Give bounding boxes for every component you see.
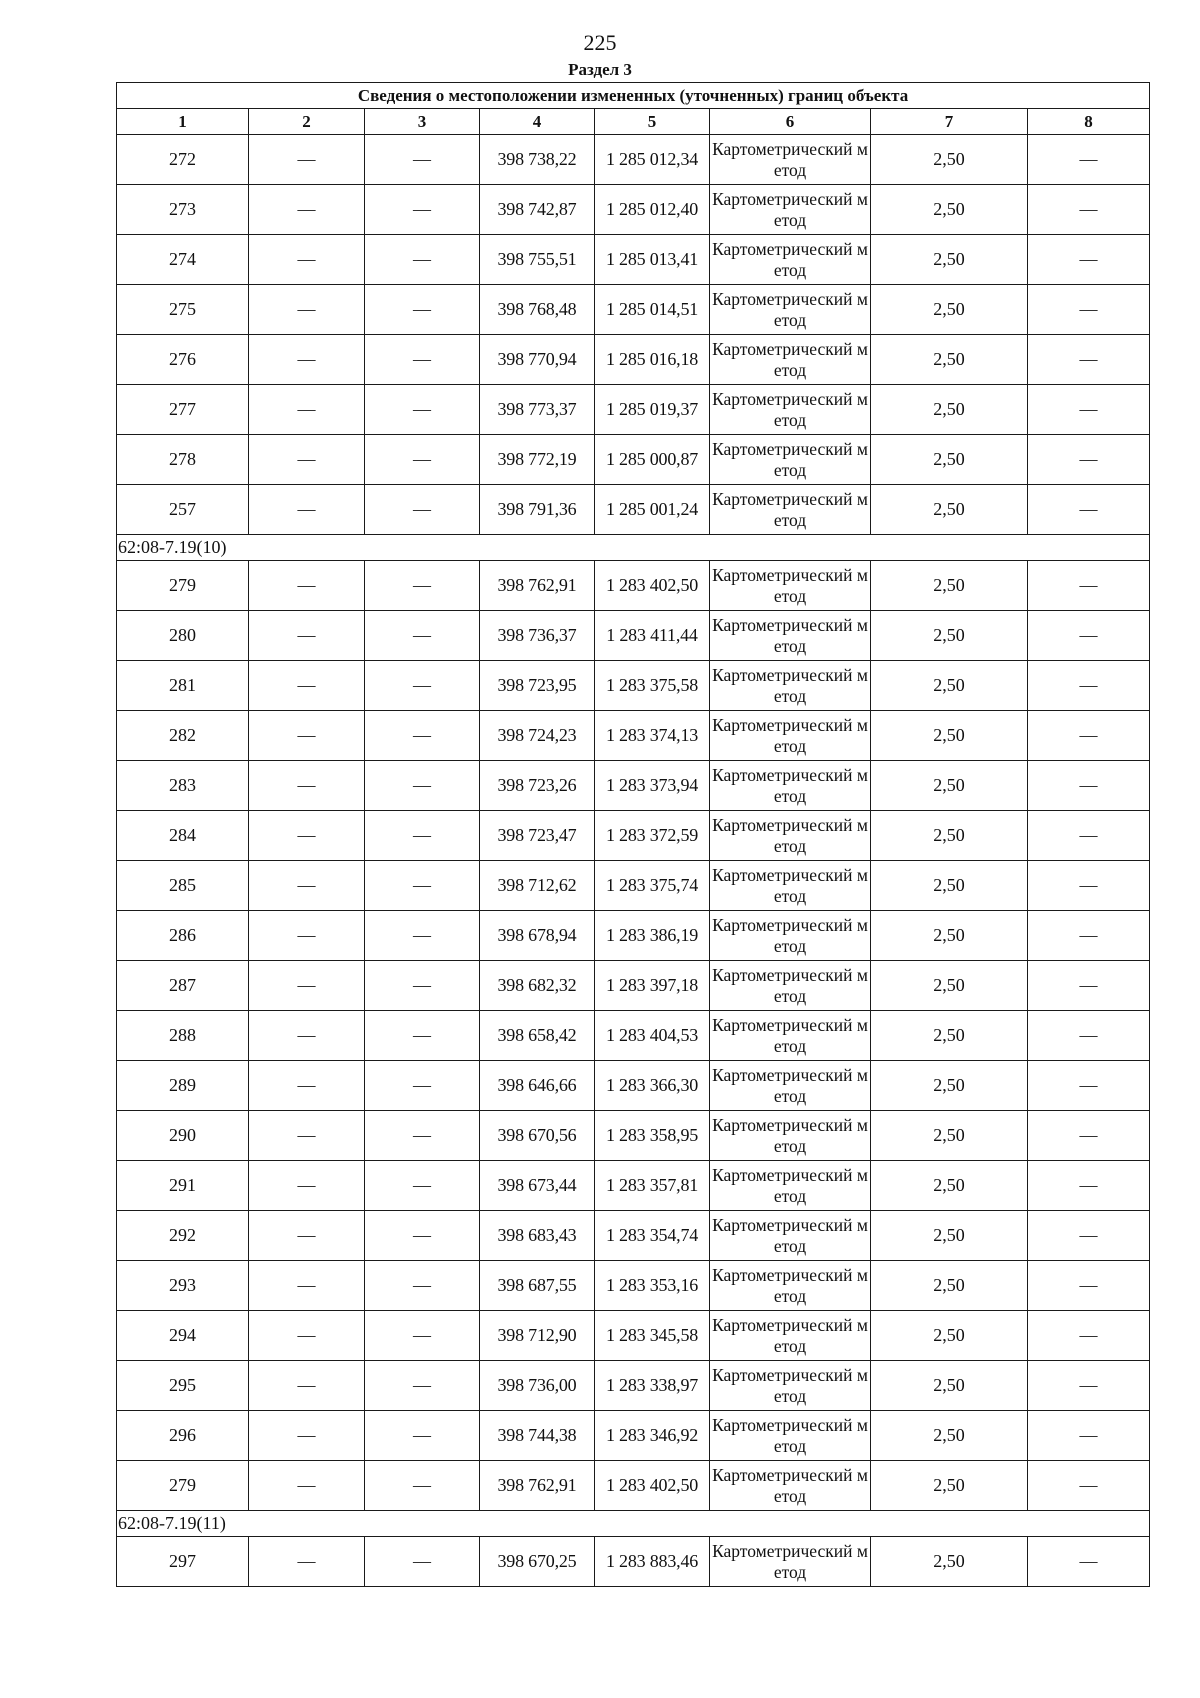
col-2-value: —: [249, 1261, 365, 1311]
method: Картометрический метод: [710, 861, 871, 911]
col-8-value: —: [1028, 135, 1150, 185]
col-3-value: —: [365, 1411, 480, 1461]
method: Картометрический метод: [710, 611, 871, 661]
table-body: [117, 135, 1150, 1587]
method: Картометрический метод: [710, 711, 871, 761]
col-2-value: —: [249, 335, 365, 385]
col-3-value: —: [365, 1311, 480, 1361]
col-3-value: —: [365, 1061, 480, 1111]
accuracy: 2,50: [871, 661, 1028, 711]
accuracy: 2,50: [871, 1411, 1028, 1461]
table-row: [117, 1537, 1150, 1587]
page-number: 225: [583, 30, 617, 55]
coord-x: 398 738,22: [480, 135, 595, 185]
col-8-value: —: [1028, 285, 1150, 335]
col-3-value: —: [365, 761, 480, 811]
coord-x: 398 683,43: [480, 1211, 595, 1261]
table-row: [117, 611, 1150, 661]
col-8-value: —: [1028, 435, 1150, 485]
col-8-value: —: [1028, 1311, 1150, 1361]
coord-x: 398 682,32: [480, 961, 595, 1011]
col-2-value: —: [249, 661, 365, 711]
col-3-value: —: [365, 561, 480, 611]
table-row: [117, 961, 1150, 1011]
point-number: 289: [117, 1061, 249, 1111]
method: Картометрический метод: [710, 1261, 871, 1311]
coord-x: 398 723,26: [480, 761, 595, 811]
coord-y: 1 283 404,53: [595, 1011, 710, 1061]
method: Картометрический метод: [710, 1361, 871, 1411]
col-2-value: —: [249, 561, 365, 611]
coord-x: 398 712,62: [480, 861, 595, 911]
col-3-value: —: [365, 385, 480, 435]
col-8-value: —: [1028, 1261, 1150, 1311]
coord-y: 1 283 354,74: [595, 1211, 710, 1261]
point-number: 275: [117, 285, 249, 335]
col-3-value: —: [365, 661, 480, 711]
col-2-value: —: [249, 1411, 365, 1461]
group-label: 62:08-7.19(10): [117, 535, 1150, 561]
coord-y: 1 285 014,51: [595, 285, 710, 335]
table-row: [117, 711, 1150, 761]
coord-y: 1 283 338,97: [595, 1361, 710, 1411]
col-8-value: —: [1028, 1461, 1150, 1511]
accuracy: 2,50: [871, 1361, 1028, 1411]
table-row: [117, 1411, 1150, 1461]
coord-x: 398 687,55: [480, 1261, 595, 1311]
table-row: [117, 235, 1150, 285]
col-3-value: —: [365, 811, 480, 861]
table-row: [117, 435, 1150, 485]
column-header-2: 2: [249, 109, 365, 135]
col-3-value: —: [365, 611, 480, 661]
point-number: 282: [117, 711, 249, 761]
col-3-value: —: [365, 1361, 480, 1411]
method: Картометрический метод: [710, 285, 871, 335]
column-header-5: 5: [595, 109, 710, 135]
col-3-value: —: [365, 435, 480, 485]
accuracy: 2,50: [871, 1011, 1028, 1061]
accuracy: 2,50: [871, 761, 1028, 811]
method: Картометрический метод: [710, 661, 871, 711]
coord-x: 398 791,36: [480, 485, 595, 535]
method: Картометрический метод: [710, 811, 871, 861]
point-number: 295: [117, 1361, 249, 1411]
col-2-value: —: [249, 185, 365, 235]
group-row: [117, 1511, 1150, 1537]
accuracy: 2,50: [871, 235, 1028, 285]
method: Картометрический метод: [710, 1411, 871, 1461]
coord-x: 398 670,25: [480, 1537, 595, 1587]
method: Картометрический метод: [710, 235, 871, 285]
accuracy: 2,50: [871, 611, 1028, 661]
accuracy: 2,50: [871, 335, 1028, 385]
table-row: [117, 1111, 1150, 1161]
coord-x: 398 762,91: [480, 1461, 595, 1511]
col-3-value: —: [365, 1111, 480, 1161]
accuracy: 2,50: [871, 135, 1028, 185]
method: Картометрический метод: [710, 1061, 871, 1111]
coord-x: 398 723,95: [480, 661, 595, 711]
col-2-value: —: [249, 135, 365, 185]
col-2-value: —: [249, 1011, 365, 1061]
col-3-value: —: [365, 1261, 480, 1311]
col-3-value: —: [365, 1461, 480, 1511]
col-8-value: —: [1028, 1361, 1150, 1411]
col-3-value: —: [365, 1161, 480, 1211]
col-2-value: —: [249, 1311, 365, 1361]
point-number: 279: [117, 561, 249, 611]
col-2-value: —: [249, 1161, 365, 1211]
accuracy: 2,50: [871, 911, 1028, 961]
table-row: [117, 1311, 1150, 1361]
point-number: 293: [117, 1261, 249, 1311]
accuracy: 2,50: [871, 1161, 1028, 1211]
boundary-coordinates-table: [116, 82, 1150, 1587]
coord-x: 398 736,37: [480, 611, 595, 661]
col-8-value: —: [1028, 1537, 1150, 1587]
method: Картометрический метод: [710, 1111, 871, 1161]
col-8-value: —: [1028, 611, 1150, 661]
coord-y: 1 283 375,58: [595, 661, 710, 711]
coord-y: 1 283 402,50: [595, 1461, 710, 1511]
coord-y: 1 283 353,16: [595, 1261, 710, 1311]
accuracy: 2,50: [871, 811, 1028, 861]
col-3-value: —: [365, 911, 480, 961]
col-2-value: —: [249, 385, 365, 435]
coord-y: 1 285 019,37: [595, 385, 710, 435]
method: Картометрический метод: [710, 385, 871, 435]
coord-y: 1 283 345,58: [595, 1311, 710, 1361]
group-label: 62:08-7.19(11): [117, 1511, 1150, 1537]
col-8-value: —: [1028, 911, 1150, 961]
coord-x: 398 670,56: [480, 1111, 595, 1161]
col-3-value: —: [365, 1011, 480, 1061]
point-number: 274: [117, 235, 249, 285]
method: Картометрический метод: [710, 1211, 871, 1261]
column-header-3: 3: [365, 109, 480, 135]
point-number: 284: [117, 811, 249, 861]
coord-x: 398 658,42: [480, 1011, 595, 1061]
col-3-value: —: [365, 335, 480, 385]
point-number: 273: [117, 185, 249, 235]
col-2-value: —: [249, 485, 365, 535]
table-row: [117, 561, 1150, 611]
accuracy: 2,50: [871, 961, 1028, 1011]
coord-y: 1 283 358,95: [595, 1111, 710, 1161]
col-2-value: —: [249, 911, 365, 961]
coord-y: 1 283 402,50: [595, 561, 710, 611]
col-2-value: —: [249, 1211, 365, 1261]
coord-x: 398 768,48: [480, 285, 595, 335]
method: Картометрический метод: [710, 1537, 871, 1587]
coord-y: 1 283 375,74: [595, 861, 710, 911]
point-number: 280: [117, 611, 249, 661]
col-2-value: —: [249, 711, 365, 761]
method: Картометрический метод: [710, 1161, 871, 1211]
accuracy: 2,50: [871, 285, 1028, 335]
coord-y: 1 283 374,13: [595, 711, 710, 761]
col-8-value: —: [1028, 711, 1150, 761]
accuracy: 2,50: [871, 1461, 1028, 1511]
table-caption: Сведения о местоположении измененных (уточненных) границ объекта: [117, 83, 1150, 109]
col-8-value: —: [1028, 661, 1150, 711]
accuracy: 2,50: [871, 861, 1028, 911]
col-3-value: —: [365, 485, 480, 535]
accuracy: 2,50: [871, 1537, 1028, 1587]
accuracy: 2,50: [871, 1061, 1028, 1111]
point-number: 279: [117, 1461, 249, 1511]
col-8-value: —: [1028, 1061, 1150, 1111]
col-3-value: —: [365, 711, 480, 761]
coord-y: 1 285 001,24: [595, 485, 710, 535]
accuracy: 2,50: [871, 711, 1028, 761]
coord-x: 398 742,87: [480, 185, 595, 235]
table-row: [117, 861, 1150, 911]
point-number: 285: [117, 861, 249, 911]
col-2-value: —: [249, 811, 365, 861]
table-row: [117, 1061, 1150, 1111]
table-row: [117, 1361, 1150, 1411]
method: Картометрический метод: [710, 135, 871, 185]
method: Картометрический метод: [710, 911, 871, 961]
col-8-value: —: [1028, 561, 1150, 611]
col-3-value: —: [365, 135, 480, 185]
point-number: 283: [117, 761, 249, 811]
coord-x: 398 736,00: [480, 1361, 595, 1411]
col-2-value: —: [249, 285, 365, 335]
accuracy: 2,50: [871, 185, 1028, 235]
table-row: [117, 761, 1150, 811]
col-8-value: —: [1028, 485, 1150, 535]
table-row: [117, 1011, 1150, 1061]
coord-x: 398 755,51: [480, 235, 595, 285]
coord-y: 1 283 411,44: [595, 611, 710, 661]
col-8-value: —: [1028, 335, 1150, 385]
coord-y: 1 285 013,41: [595, 235, 710, 285]
column-header-1: 1: [117, 109, 249, 135]
coord-x: 398 712,90: [480, 1311, 595, 1361]
col-8-value: —: [1028, 811, 1150, 861]
accuracy: 2,50: [871, 385, 1028, 435]
table-row: [117, 135, 1150, 185]
point-number: 278: [117, 435, 249, 485]
point-number: 291: [117, 1161, 249, 1211]
table-caption-row: [117, 83, 1150, 109]
accuracy: 2,50: [871, 561, 1028, 611]
coord-x: 398 744,38: [480, 1411, 595, 1461]
column-header-8: 8: [1028, 109, 1150, 135]
col-8-value: —: [1028, 1161, 1150, 1211]
coord-x: 398 723,47: [480, 811, 595, 861]
col-2-value: —: [249, 611, 365, 661]
method: Картометрический метод: [710, 561, 871, 611]
table-row: [117, 661, 1150, 711]
table-row: [117, 1461, 1150, 1511]
point-number: 287: [117, 961, 249, 1011]
col-3-value: —: [365, 185, 480, 235]
coord-y: 1 283 883,46: [595, 1537, 710, 1587]
col-8-value: —: [1028, 1011, 1150, 1061]
col-8-value: —: [1028, 185, 1150, 235]
col-3-value: —: [365, 1537, 480, 1587]
col-8-value: —: [1028, 961, 1150, 1011]
table-row: [117, 911, 1150, 961]
col-2-value: —: [249, 961, 365, 1011]
accuracy: 2,50: [871, 1111, 1028, 1161]
coord-y: 1 283 346,92: [595, 1411, 710, 1461]
coord-y: 1 283 397,18: [595, 961, 710, 1011]
coord-y: 1 283 373,94: [595, 761, 710, 811]
point-number: 296: [117, 1411, 249, 1461]
col-2-value: —: [249, 761, 365, 811]
method: Картометрический метод: [710, 1311, 871, 1361]
coord-x: 398 773,37: [480, 385, 595, 435]
col-8-value: —: [1028, 385, 1150, 435]
point-number: 272: [117, 135, 249, 185]
col-2-value: —: [249, 435, 365, 485]
col-2-value: —: [249, 1061, 365, 1111]
method: Картометрический метод: [710, 1011, 871, 1061]
table-row: [117, 185, 1150, 235]
coord-x: 398 678,94: [480, 911, 595, 961]
coord-x: 398 772,19: [480, 435, 595, 485]
coord-y: 1 283 366,30: [595, 1061, 710, 1111]
col-3-value: —: [365, 285, 480, 335]
accuracy: 2,50: [871, 435, 1028, 485]
col-3-value: —: [365, 961, 480, 1011]
method: Картометрический метод: [710, 961, 871, 1011]
coord-y: 1 283 386,19: [595, 911, 710, 961]
col-8-value: —: [1028, 761, 1150, 811]
col-8-value: —: [1028, 1211, 1150, 1261]
section-title: Раздел 3: [568, 60, 632, 79]
column-header-6: 6: [710, 109, 871, 135]
col-3-value: —: [365, 235, 480, 285]
col-2-value: —: [249, 861, 365, 911]
method: Картометрический метод: [710, 1461, 871, 1511]
table-row: [117, 1261, 1150, 1311]
coord-x: 398 673,44: [480, 1161, 595, 1211]
table-row: [117, 1161, 1150, 1211]
coord-y: 1 285 012,40: [595, 185, 710, 235]
point-number: 288: [117, 1011, 249, 1061]
coord-x: 398 770,94: [480, 335, 595, 385]
coord-y: 1 283 372,59: [595, 811, 710, 861]
point-number: 290: [117, 1111, 249, 1161]
col-8-value: —: [1028, 235, 1150, 285]
accuracy: 2,50: [871, 1211, 1028, 1261]
column-header-row: [117, 109, 1150, 135]
table-row: [117, 385, 1150, 435]
table-row: [117, 335, 1150, 385]
point-number: 281: [117, 661, 249, 711]
col-3-value: —: [365, 861, 480, 911]
point-number: 257: [117, 485, 249, 535]
group-row: [117, 535, 1150, 561]
table-row: [117, 485, 1150, 535]
col-8-value: —: [1028, 861, 1150, 911]
col-2-value: —: [249, 1537, 365, 1587]
col-2-value: —: [249, 1111, 365, 1161]
point-number: 276: [117, 335, 249, 385]
coord-y: 1 285 016,18: [595, 335, 710, 385]
method: Картометрический метод: [710, 335, 871, 385]
accuracy: 2,50: [871, 1261, 1028, 1311]
col-2-value: —: [249, 235, 365, 285]
point-number: 292: [117, 1211, 249, 1261]
coord-x: 398 724,23: [480, 711, 595, 761]
table-row: [117, 811, 1150, 861]
point-number: 297: [117, 1537, 249, 1587]
table-row: [117, 285, 1150, 335]
coord-y: 1 283 357,81: [595, 1161, 710, 1211]
method: Картометрический метод: [710, 761, 871, 811]
col-8-value: —: [1028, 1111, 1150, 1161]
method: Картометрический метод: [710, 185, 871, 235]
accuracy: 2,50: [871, 1311, 1028, 1361]
col-3-value: —: [365, 1211, 480, 1261]
method: Картометрический метод: [710, 435, 871, 485]
col-2-value: —: [249, 1461, 365, 1511]
point-number: 294: [117, 1311, 249, 1361]
column-header-4: 4: [480, 109, 595, 135]
column-header-7: 7: [871, 109, 1028, 135]
col-8-value: —: [1028, 1411, 1150, 1461]
table-row: [117, 1211, 1150, 1261]
coord-y: 1 285 012,34: [595, 135, 710, 185]
point-number: 286: [117, 911, 249, 961]
coord-x: 398 646,66: [480, 1061, 595, 1111]
coord-x: 398 762,91: [480, 561, 595, 611]
method: Картометрический метод: [710, 485, 871, 535]
coord-y: 1 285 000,87: [595, 435, 710, 485]
accuracy: 2,50: [871, 485, 1028, 535]
point-number: 277: [117, 385, 249, 435]
col-2-value: —: [249, 1361, 365, 1411]
